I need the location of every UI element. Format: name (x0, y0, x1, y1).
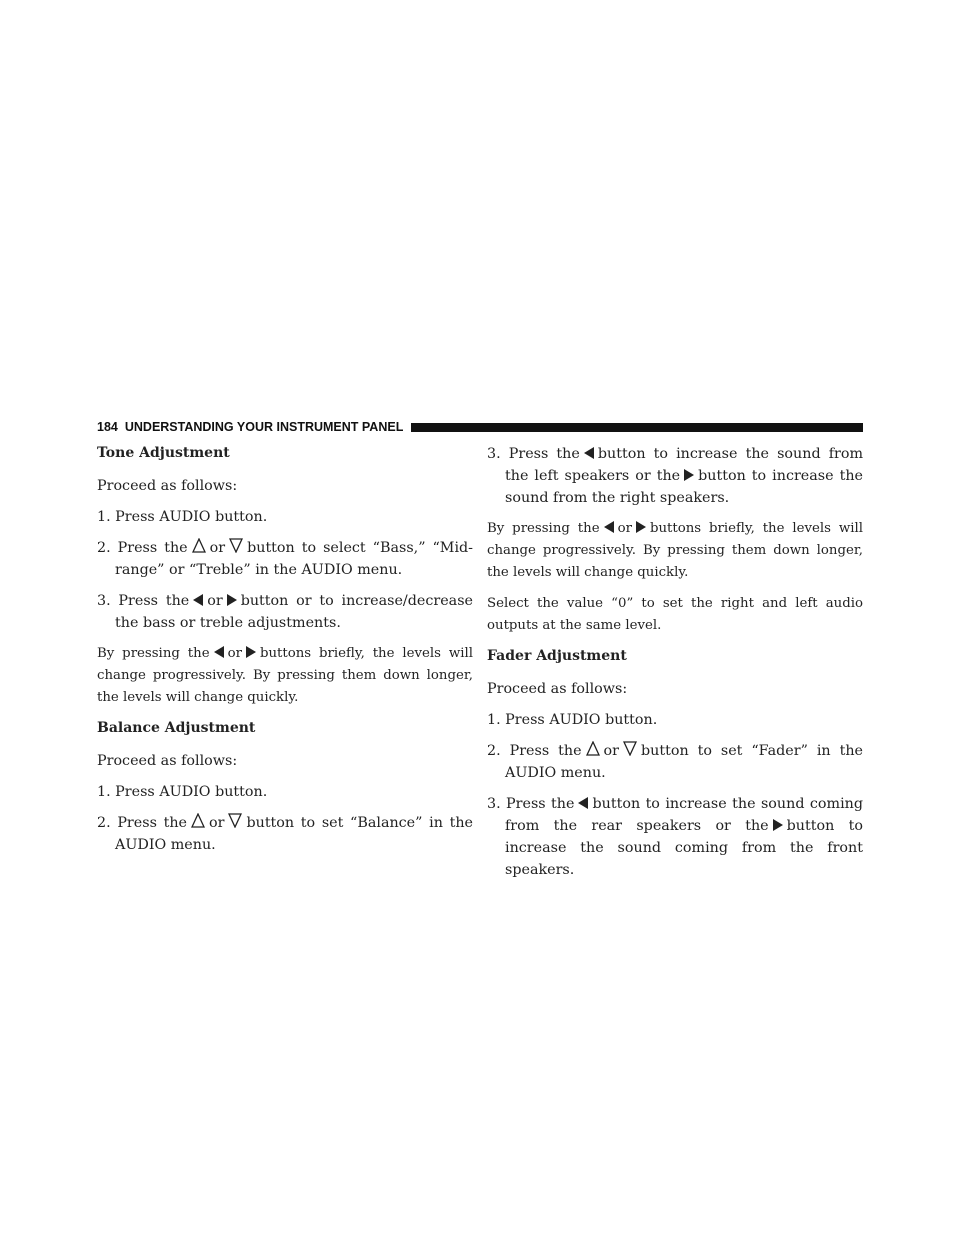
fader-step-3-c: button to increase the sound coming from the front speakers. (505, 818, 863, 878)
tone-step-3-b: or (207, 593, 223, 609)
tone-step-2 (97, 537, 473, 581)
fader-step-3-a: 3. Press the (487, 796, 575, 812)
tone-step-3-a: 3. Press the (97, 593, 190, 609)
balance-step-2 (97, 812, 473, 856)
left-arrow-icon (193, 594, 203, 606)
balance-note-b: or (617, 521, 632, 536)
tone-step-2-a: 2. Press the (97, 540, 188, 556)
balance-note-c: buttons briefly, the levels will change progressively. By pressing them down longer, the levels will change quickly. (487, 521, 863, 580)
balance-step-3 (487, 443, 863, 509)
balance-step-2-b: or (209, 815, 225, 831)
fader-step-3-b: button to increase the sound coming from the rear speakers or the (505, 796, 864, 834)
tone-note-b: or (227, 646, 242, 661)
fader-step-1: 1. Press AUDIO button. (487, 712, 658, 728)
balance-step-2-a: 2. Press the (97, 815, 187, 831)
fader-step-2-a: 2. Press the (487, 743, 582, 759)
header-rule (411, 423, 863, 432)
right-column (487, 443, 863, 890)
right-arrow-icon (684, 469, 694, 481)
tone-step-1: 1. Press AUDIO button. (97, 509, 268, 525)
tone-step-3-c: button or to increase/decrease the bass or treble adjustments. (115, 593, 473, 631)
section-title: UNDERSTANDING YOUR INSTRUMENT PANEL (124, 420, 404, 434)
balance-note (487, 518, 863, 584)
left-arrow-icon (578, 797, 588, 809)
balance-step-3-a: 3. Press the (487, 446, 580, 462)
left-arrow-icon (584, 447, 594, 459)
tone-step-2-c: button to select “Bass,” “Mid-range” or “Treble” in the AUDIO menu. (115, 540, 473, 578)
fader-intro: Proceed as follows: (487, 681, 628, 697)
balance-step-3-c: button to increase the sound from the right speakers. (505, 468, 863, 506)
balance-step-2-c: button to set “Balance” in the AUDIO menu. (115, 815, 473, 853)
tone-note-c: buttons briefly, the levels will change progressively. By pressing them down longer, the levels will change quickly. (97, 646, 473, 705)
fader-step-2-b: or (603, 743, 619, 759)
balance-note-a: By pressing the (487, 521, 600, 536)
balance-heading: Balance Adjustment (97, 720, 256, 736)
right-arrow-icon (636, 521, 646, 533)
down-triangle-icon (228, 813, 242, 828)
left-arrow-icon (214, 646, 224, 658)
up-triangle-icon (586, 741, 600, 756)
tone-intro: Proceed as follows: (97, 478, 238, 494)
balance-step-3-b: button to increase the sound from the left speakers or the (505, 446, 863, 484)
fader-step-2 (487, 740, 863, 784)
down-triangle-icon (623, 741, 637, 756)
page-number: 184 (97, 420, 118, 434)
left-arrow-icon (604, 521, 614, 533)
select-zero-note: Select the value “0” to set the right and left audio outputs at the same level. (487, 596, 863, 633)
right-arrow-icon (246, 646, 256, 658)
tone-heading: Tone Adjustment (97, 445, 230, 461)
right-arrow-icon (227, 594, 237, 606)
fader-step-2-c: button to set “Fader” in the AUDIO menu. (505, 743, 863, 781)
balance-intro: Proceed as follows: (97, 753, 238, 769)
page-header (97, 419, 863, 435)
down-triangle-icon (229, 538, 243, 553)
up-triangle-icon (191, 813, 205, 828)
tone-step-2-b: or (209, 540, 226, 556)
right-arrow-icon (773, 819, 783, 831)
balance-step-1: 1. Press AUDIO button. (97, 784, 268, 800)
tone-note-a: By pressing the (97, 646, 210, 661)
left-column (97, 443, 473, 865)
up-triangle-icon (192, 538, 206, 553)
tone-note (97, 643, 473, 709)
tone-step-3 (97, 590, 473, 634)
fader-heading: Fader Adjustment (487, 648, 627, 664)
fader-step-3 (487, 793, 863, 881)
